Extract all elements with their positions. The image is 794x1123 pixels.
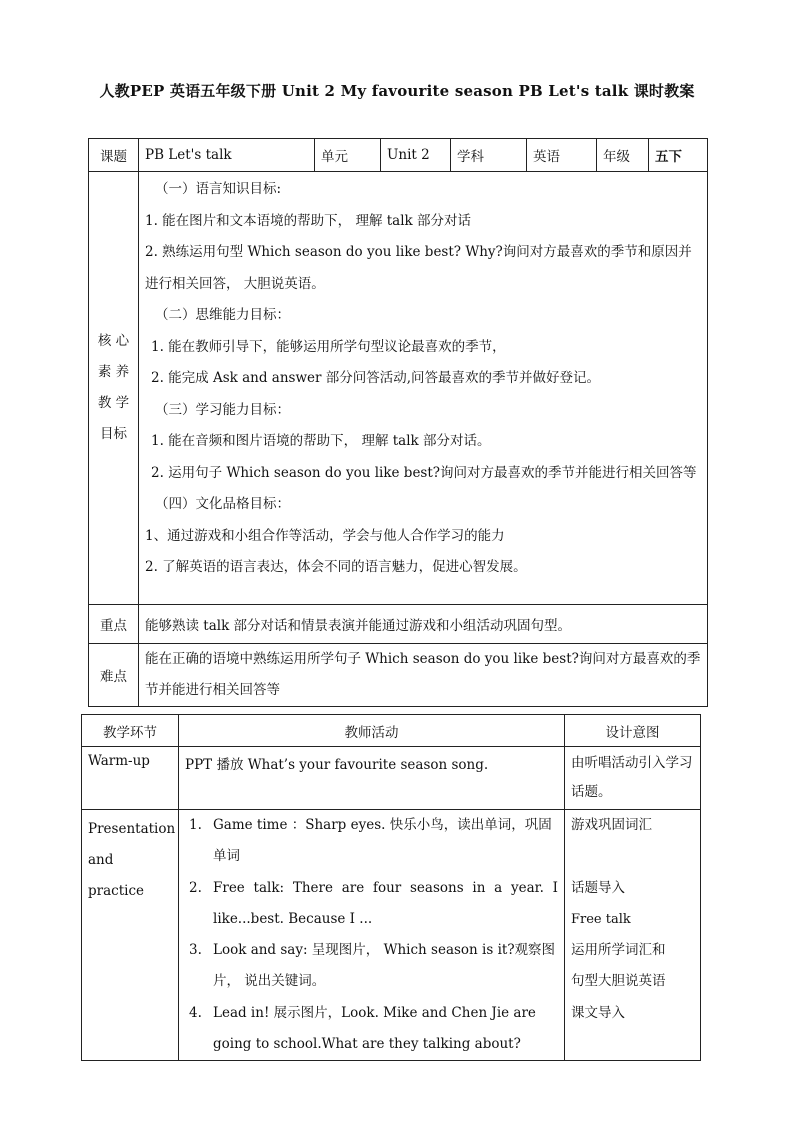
procedure-table	[81, 714, 701, 1061]
procedure-header-stage: 教学环节	[82, 715, 179, 747]
objective-heading: （一）语言知识目标:	[155, 181, 282, 197]
activity-text: Free talk: There are four seasons in a year. I like...best. Because I ...	[213, 879, 558, 927]
difficult-point-label: 难点	[89, 644, 139, 707]
activity-warm-up: PPT 播放 What’s your favourite season song.	[179, 747, 565, 810]
core-label-line: 目标	[100, 426, 127, 442]
page-title: 人教PEP 英语五年级下册 Unit 2 My favourite season PB Let's talk 课时教案	[99, 82, 695, 100]
intent-line: 课文导入	[571, 1004, 625, 1021]
intent-line: Free talk	[571, 911, 631, 927]
key-point-text: 能够熟读 talk 部分对话和情景表演并能通过游戏和小组活动巩固句型。	[139, 605, 708, 644]
objective-line: 2. 了解英语的语言表达，体会不同的语言魅力，促进心智发展。	[145, 559, 527, 575]
objective-heading: （四）文化品格目标：	[155, 496, 290, 512]
core-objectives	[139, 172, 708, 605]
intent-warm-up: 由听唱活动引入学习话题。	[565, 747, 701, 810]
core-label-line: 素 养	[97, 364, 130, 380]
stage-warm-up: Warm-up	[82, 747, 179, 810]
activity-item: 2. Free talk: There are four seasons in a year. I like...best. Because I ...	[189, 879, 558, 927]
intent-line: 游戏巩固词汇	[571, 817, 652, 833]
difficult-point-text: 能在正确的语境中熟练运用所学句子 Which season do you like best?询问对方最喜欢的季节并能进行相关回答等	[139, 644, 708, 707]
objective-line: 2. 能完成 Ask and answer 部分问答活动,问答最喜欢的季节并做好登记。	[151, 370, 601, 386]
activity-item: 1. Game time ：Sharp eyes. 快乐小鸟，读出单词，巩固单词	[189, 817, 552, 865]
subject-value: 英语	[527, 139, 597, 172]
intent-line: 话题导入	[571, 879, 625, 896]
topic-label: 课题	[89, 139, 139, 172]
objective-line: 1. 能在教师引导下，能够运用所学句型议论最喜欢的季节，	[151, 338, 506, 355]
unit-label: 单元	[315, 139, 381, 172]
objective-heading: （三）学习能力目标：	[155, 401, 290, 418]
procedure-header-intent: 设计意图	[565, 715, 701, 747]
activity-text: Lead in! 展示图片，Look. Mike and Chen Jie are going to school.What are they talking about?	[213, 1004, 536, 1053]
objective-line: 2. 熟练运用句型 Which season do you like best? Why?询问对方最喜欢的季节和原因并进行相关回答， 大胆说英语。	[145, 244, 692, 292]
objective-line: 1. 能在图片和文本语境的帮助下， 理解 talk 部分对话	[145, 212, 472, 229]
activity-presentation	[179, 810, 565, 1061]
objective-heading: （二）思维能力目标：	[155, 307, 290, 323]
intent-line: 运用所学词汇和	[571, 942, 666, 959]
objective-line: 1、通过游戏和小组合作等活动，学会与他人合作学习的能力	[145, 527, 505, 544]
grade-label: 年级	[597, 139, 649, 172]
intent-presentation	[565, 810, 701, 1061]
core-label-line: 核 心	[97, 333, 130, 349]
core-literacy-label	[89, 172, 139, 605]
activity-text: Game time ：Sharp eyes. 快乐小鸟，读出单词，巩固单词	[213, 817, 552, 865]
objective-line: 1. 能在音频和图片语境的帮助下， 理解 talk 部分对话。	[151, 433, 491, 449]
grade-value: 五下	[649, 139, 708, 172]
objective-line: 2. 运用句子 Which season do you like best?询问对方最喜欢的季节并能进行相关回答等	[151, 464, 697, 481]
topic-value: PB Let's talk	[139, 139, 315, 172]
procedure-header-activity: 教师活动	[179, 715, 565, 747]
activity-text: Look and say: 呈现图片， Which season is it?观察图片， 说出关键词。	[213, 942, 556, 990]
core-label-line: 教 学	[97, 395, 130, 411]
activity-item: 3. Look and say: 呈现图片， Which season is it?观察图片， 说出关键词。	[189, 942, 556, 990]
intent-line	[571, 841, 694, 872]
key-point-label: 重点	[89, 605, 139, 644]
intent-line: 句型大胆说英语	[571, 973, 666, 990]
activity-item: 4. Lead in! 展示图片，Look. Mike and Chen Jie are going to school.What are they talking about?	[189, 1004, 536, 1053]
subject-label: 学科	[451, 139, 527, 172]
stage-presentation: Presentation and practice	[82, 810, 179, 1061]
unit-value: Unit 2	[381, 139, 451, 172]
lesson-info-table	[88, 138, 708, 707]
